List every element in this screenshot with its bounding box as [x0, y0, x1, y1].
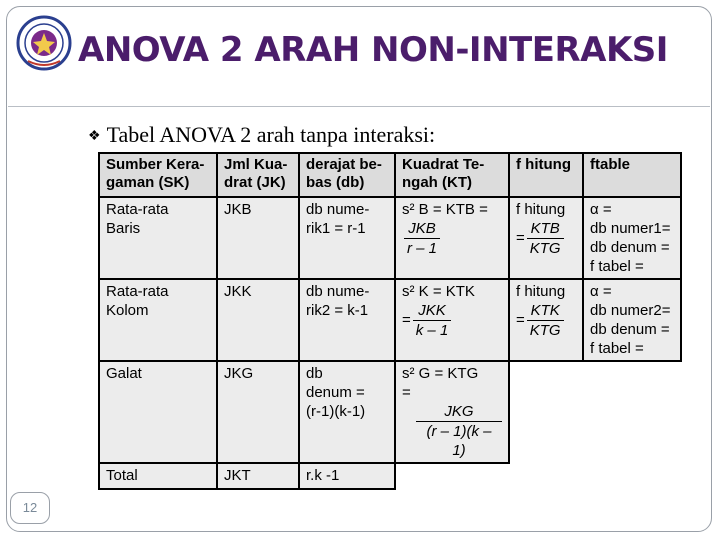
- cell-sk: Total: [99, 463, 217, 489]
- cell-sk: Rata-rata Kolom: [99, 279, 217, 361]
- empty-cell: [509, 361, 583, 463]
- header-ftable: ftable: [583, 153, 681, 197]
- table-row: [99, 463, 681, 489]
- bullet-icon: ❖: [88, 129, 101, 144]
- header-sk: Sumber Kera- gaman (SK): [99, 153, 217, 197]
- empty-cell: [583, 361, 681, 463]
- cell-kt: s² K = KTK = $\frac{\text{JKK}}{k - 1}$: [395, 279, 509, 361]
- cell-ftable: α = db numer2= db denum = f tabel =: [583, 279, 681, 361]
- header-kt: Kuadrat Te- ngah (KT): [395, 153, 509, 197]
- header-db: derajat be- bas (db): [299, 153, 395, 197]
- fraction: $\frac{\text{KTK}}{\text{KTG}}$: [527, 301, 564, 340]
- cell-jk: JKT: [217, 463, 299, 489]
- fraction: $\frac{\text{KTB}}{\text{KTG}}$: [527, 219, 564, 258]
- university-seal-icon: [16, 15, 72, 71]
- fraction: $\frac{\text{JKB}}{r - 1}$: [404, 219, 440, 258]
- anova-table-container: [98, 152, 680, 484]
- cell-sk: Galat: [99, 361, 217, 463]
- header-jk: Jml Kua- drat (JK): [217, 153, 299, 197]
- page-number: 12: [10, 492, 50, 524]
- empty-cell: [583, 463, 681, 489]
- cell-sk: Rata-rata Baris: [99, 197, 217, 279]
- slide-title: ANOVA 2 ARAH NON-INTERAKSI: [78, 30, 668, 70]
- bullet-item: [88, 122, 435, 148]
- cell-jk: JKB: [217, 197, 299, 279]
- header-fhitung: f hitung: [509, 153, 583, 197]
- cell-jk: JKG: [217, 361, 299, 463]
- cell-jk: JKK: [217, 279, 299, 361]
- fraction: $\frac{\text{JKG}}{(r - 1)(k - 1)}$: [416, 402, 502, 460]
- bullet-text: Tabel ANOVA 2 arah tanpa interaksi:: [106, 122, 436, 147]
- cell-ftable: α = db numer1= db denum = f tabel =: [583, 197, 681, 279]
- table-row: [99, 361, 681, 463]
- cell-fhitung: f hitung = $\frac{\text{KTK}}{\text{KTG}}$: [509, 279, 583, 361]
- table-row: [99, 279, 681, 361]
- table-header-row: [99, 153, 681, 197]
- anova-table: [98, 152, 682, 490]
- cell-db: r.k -1: [299, 463, 395, 489]
- cell-fhitung: f hitung = $\frac{\text{KTB}}{\text{KTG}}$: [509, 197, 583, 279]
- cell-db: db denum = (r-1)(k-1): [299, 361, 395, 463]
- fraction: $\frac{\text{JKK}}{k - 1}$: [413, 301, 452, 340]
- cell-db: db nume- rik1 = r-1: [299, 197, 395, 279]
- cell-kt: s² G = KTG = $\frac{\text{JKG}}{(r - 1)(k - 1)}$: [395, 361, 509, 463]
- table-row: [99, 197, 681, 279]
- cell-db: db nume- rik2 = k-1: [299, 279, 395, 361]
- cell-kt: s² B = KTB = $\frac{\text{JKB}}{r - 1}$: [395, 197, 509, 279]
- empty-cell: [509, 463, 583, 489]
- empty-cell: [395, 463, 509, 489]
